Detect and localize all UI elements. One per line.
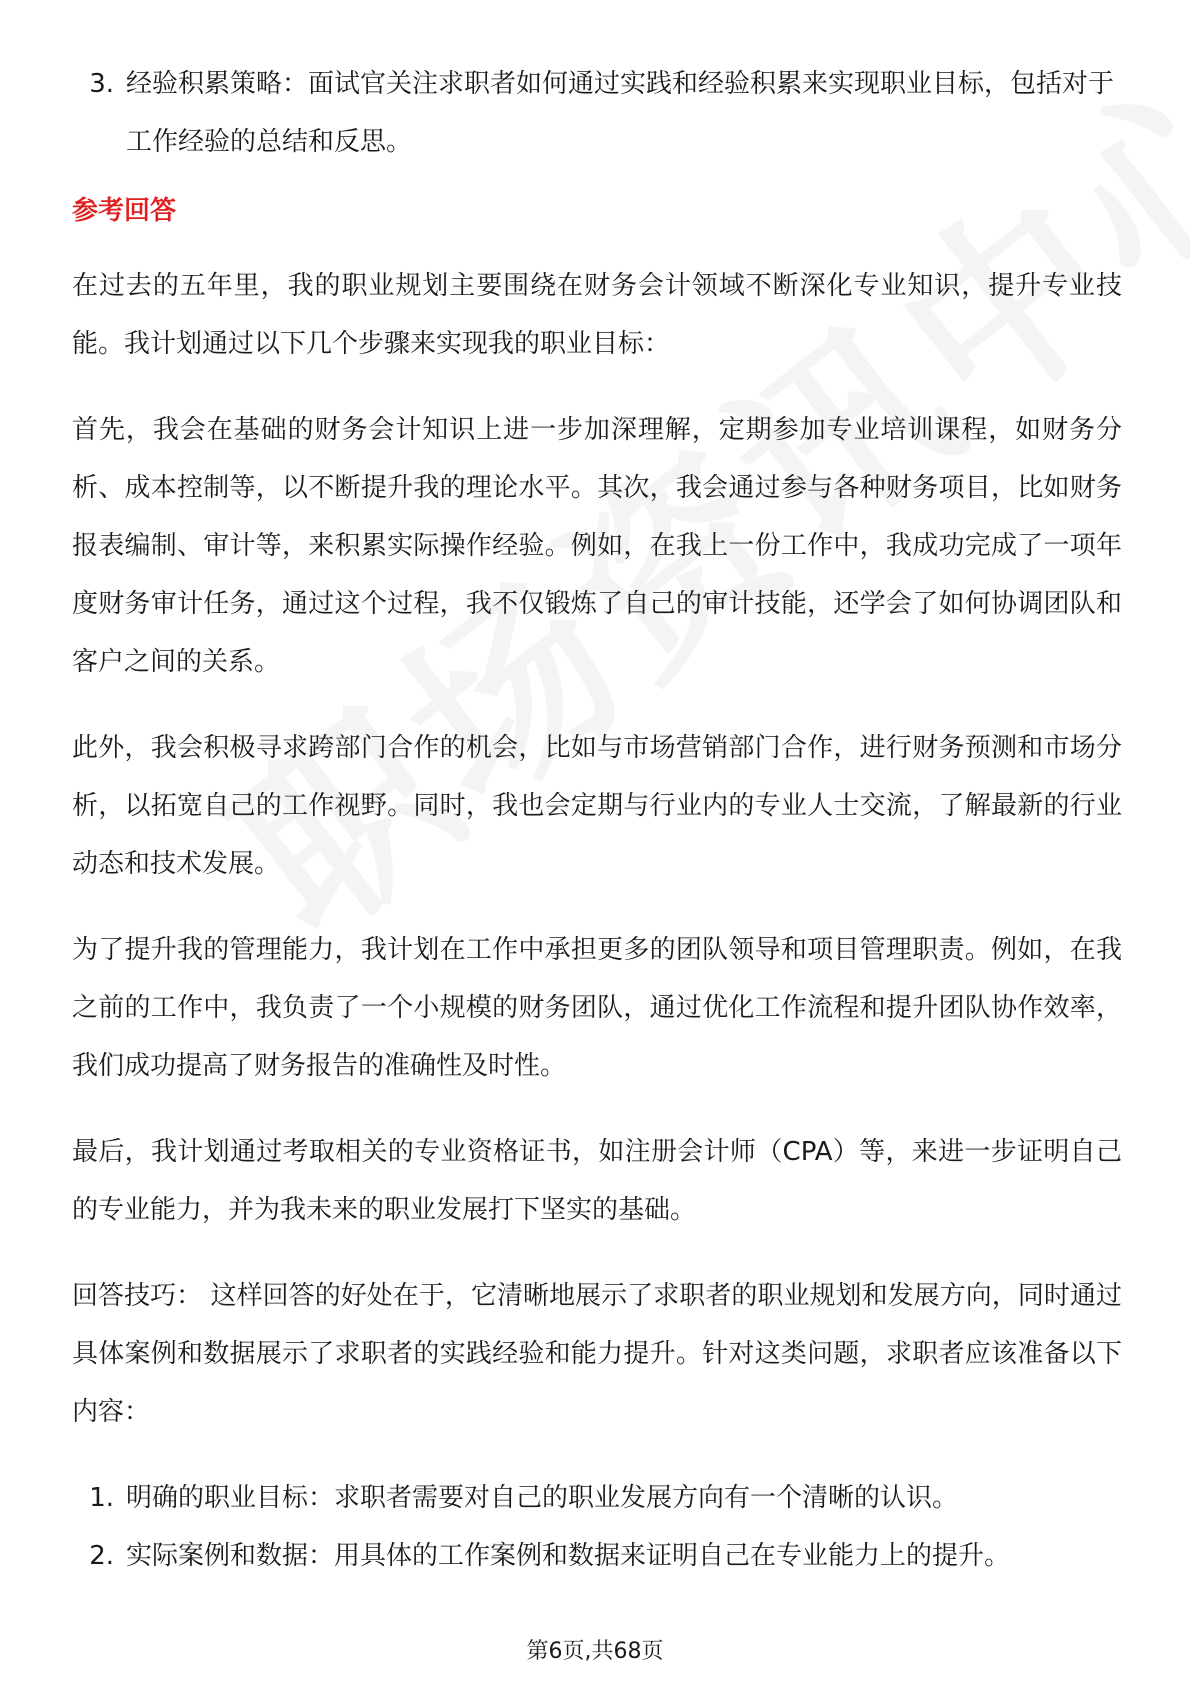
list-number: 2. (89, 1541, 114, 1571)
list-number: 1. (89, 1483, 114, 1513)
list-text: 明确的职业目标：求职者需要对自己的职业发展方向有一个清晰的认识。 (126, 1483, 959, 1513)
page-content (72, 55, 1122, 1585)
paragraph: 为了提升我的管理能力，我计划在工作中承担更多的团队领导和项目管理职责。例如，在我之前的工作中，我负责了一个小规模的财务团队，通过优化工作流程和提升团队协作效率，我们成功提高了财务报告的准确性及时性。 (72, 935, 1122, 1081)
paragraph: 最后，我计划通过考取相关的专业资格证书，如注册会计师（CPA）等，来进一步证明自己的专业能力，并为我未来的职业发展打下坚实的基础。 (72, 1137, 1122, 1225)
paragraph: 首先，我会在基础的财务会计知识上进一步加深理解，定期参加专业培训课程，如财务分析、成本控制等，以不断提升我的理论水平。其次，我会通过参与各种财务项目，比如财务报表编制、审计等，来积累实际操作经验。例如，在我上一份工作中，我成功完成了一项年度财务审计任务，通过这个过程，我不仅锻炼了自己的审计技能，还学会了如何协调团队和客户之间的关系。 (72, 415, 1122, 677)
list-text: 经验积累策略：面试官关注求职者如何通过实践和经验积累来实现职业目标，包括对于工作经验的总结和反思。 (126, 69, 1115, 157)
section-heading: 参考回答 (72, 196, 177, 226)
list-item (72, 55, 1122, 171)
paragraph: 此外，我会积极寻求跨部门合作的机会，比如与市场营销部门合作，进行财务预测和市场分析，以拓宽自己的工作视野。同时，我也会定期与行业内的专业人士交流，了解最新的行业动态和技术发展。 (72, 733, 1122, 879)
paragraph: 在过去的五年里，我的职业规划主要围绕在财务会计领域不断深化专业知识，提升专业技能。我计划通过以下几个步骤来实现我的职业目标： (72, 271, 1122, 359)
answer-tips-paragraph: 回答技巧： 这样回答的好处在于，它清晰地展示了求职者的职业规划和发展方向，同时通过具体案例和数据展示了求职者的实践经验和能力提升。针对这类问题，求职者应该准备以下内容： (72, 1281, 1122, 1427)
list-item (72, 1469, 1122, 1527)
tips-list (72, 1469, 1122, 1585)
list-number: 3. (89, 69, 114, 99)
list-text: 实际案例和数据：用具体的工作案例和数据来证明自己在专业能力上的提升。 (126, 1541, 1011, 1571)
list-item (72, 1527, 1122, 1585)
page-footer: 第6页,共68页 (526, 1639, 664, 1664)
